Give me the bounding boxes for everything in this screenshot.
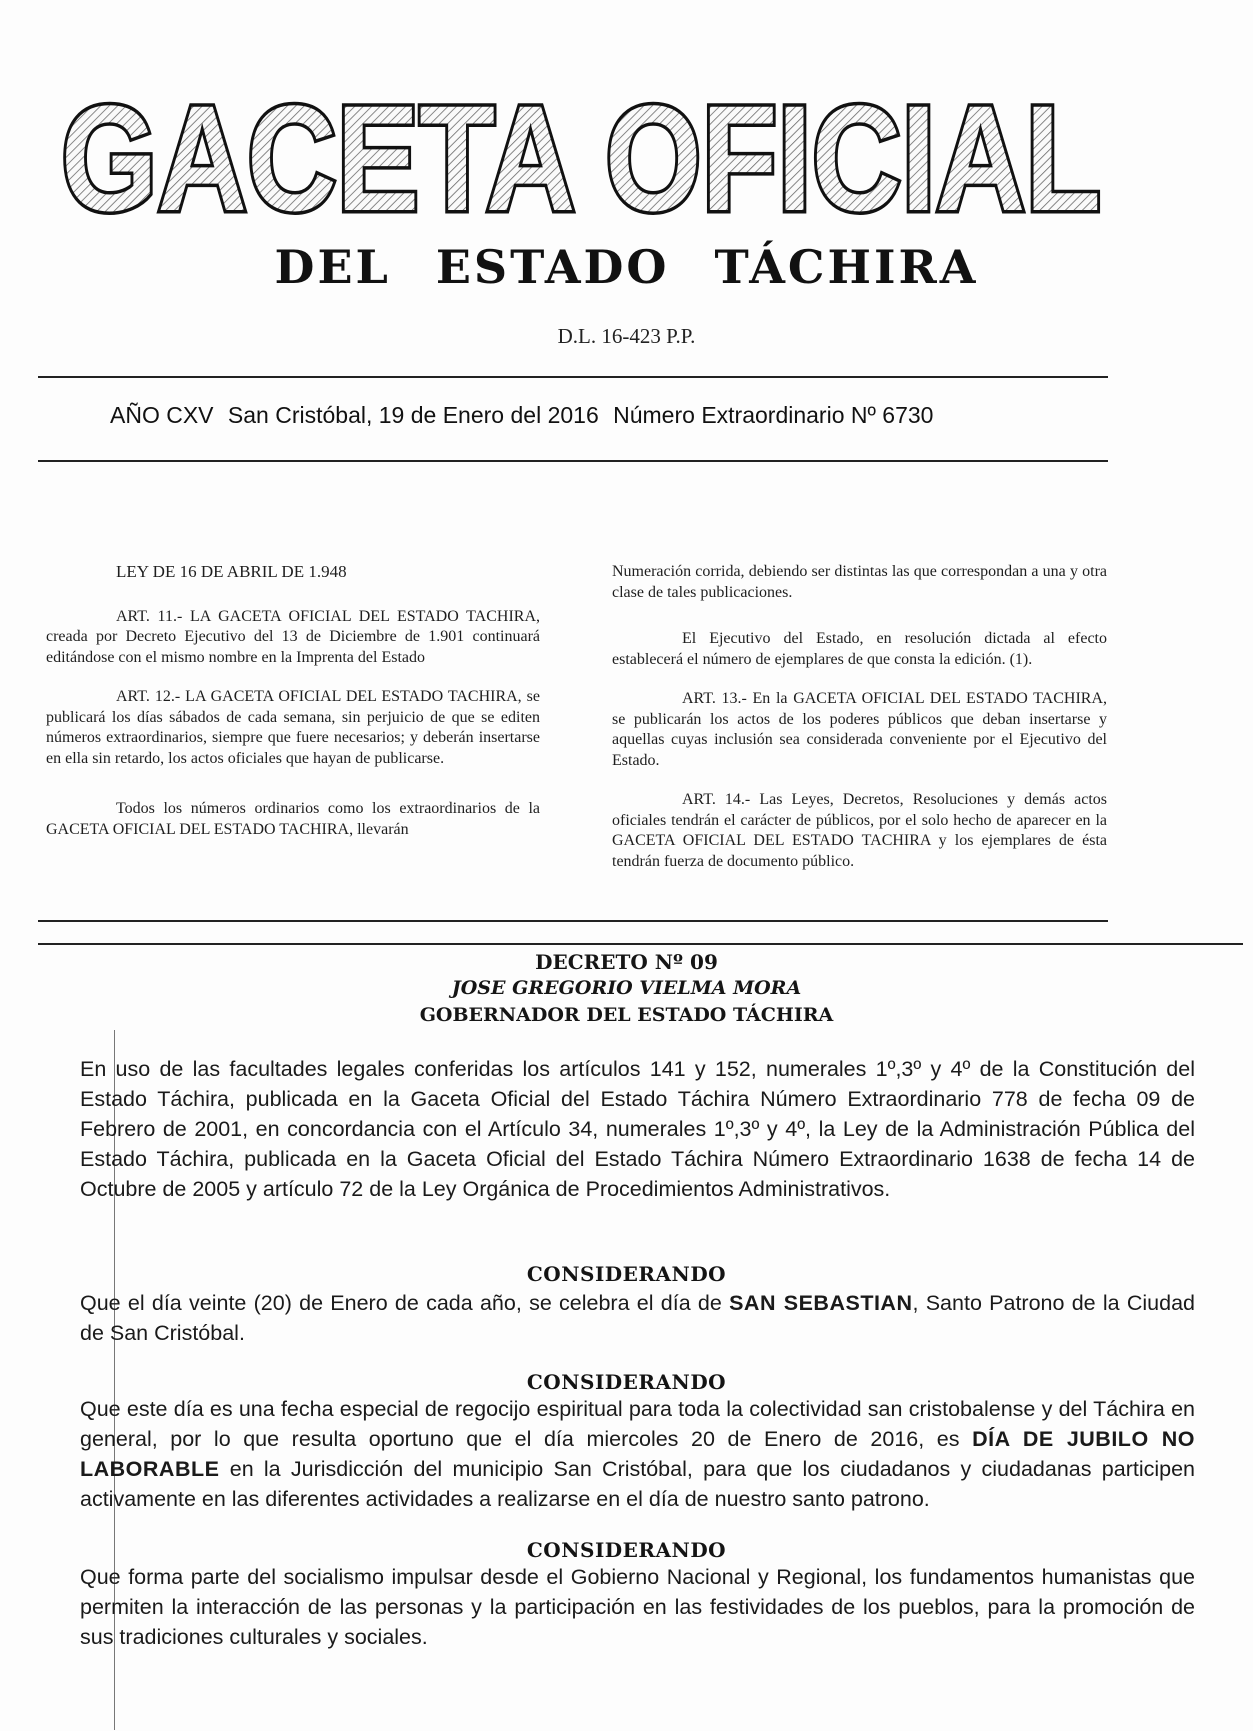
divider xyxy=(38,376,1108,378)
considerando-heading: CONSIDERANDO xyxy=(526,1538,727,1562)
divider xyxy=(38,943,1243,945)
masthead-title: GACETA OFICIAL xyxy=(61,74,1101,242)
law-right-column xyxy=(612,562,1107,891)
legal-deposit: D.L. 16-423 P.P. xyxy=(557,324,696,348)
law-left-column xyxy=(46,562,540,859)
law-article: ART. 14.- Las Leyes, Decretos, Resoluciones y demás actos oficiales tendrán el carácter de públicos, por el solo hecho de aparecer en la GACETA OFICIAL DEL ESTADO TACHIRA y los ejemplares de ésta tendrán fuerza de documento público. xyxy=(612,791,1107,870)
decree-governor-name: JOSE GREGORIO VIELMA MORA xyxy=(451,977,802,999)
considerando-paragraph: Que el día veinte (20) de Enero de cada año, se celebra el día de SAN SEBASTIAN, Santo Patrono de la Ciudad de San Cristóbal. xyxy=(80,1291,1195,1345)
law-title: LEY DE 16 DE ABRIL DE 1.948 xyxy=(116,562,347,581)
decree-number: DECRETO Nº 09 xyxy=(535,950,718,974)
law-article: El Ejecutivo del Estado, en resolución dictada al efecto establecerá el número de ejemplares de que consta la edición. (1). xyxy=(612,630,1107,668)
decree-preamble: En uso de las facultades legales conferidas los artículos 141 y 152, numerales 1º,3º y 4º de la Constitución del Estado Táchira, publicada en la Gaceta Oficial del Estado Táchira Número Extraordinario 778 de fecha 09 de Febrero de 2001, en concordancia con el Artículo 34, numerales 1º,3º y 4º, la Ley de la Administración Pública del Estado Táchira, publicada en la Gaceta Oficial del Estado Táchira Número Extraordinario 1638 de fecha 14 de Octubre de 2005 y artículo 72 de la Ley Orgánica de Procedimientos Administrativos. xyxy=(80,1057,1195,1201)
issue-year: AÑO CXV xyxy=(110,402,214,428)
law-article: Todos los números ordinarios como los extraordinarios de la GACETA OFICIAL DEL ESTADO TACHIRA, llevarán xyxy=(46,800,540,838)
holiday-declaration: DÍA DE JUBILO NO LABORABLE xyxy=(80,1427,1195,1481)
divider xyxy=(38,920,1108,922)
considerando-heading: CONSIDERANDO xyxy=(526,1370,727,1394)
issue-number: Número Extraordinario Nº 6730 xyxy=(613,402,934,428)
issue-line xyxy=(110,402,941,429)
saint-name: SAN SEBASTIAN xyxy=(729,1291,913,1315)
law-article: ART. 12.- LA GACETA OFICIAL DEL ESTADO TACHIRA, se publicará los días sábados de cada semana, sin perjuicio de que se editen números extraordinarios, siempre que fuere necesarios; y deberán insertarse en ella sin retardo, los actos oficiales que hayan de publicarse. xyxy=(46,688,540,767)
law-article: ART. 13.- En la GACETA OFICIAL DEL ESTADO TACHIRA, se publicarán los actos de los poderes públicos que deban insertarse y aquellas cuyas inclusión sea considerada conveniente por el Ejecutivo del Estado. xyxy=(612,690,1107,769)
law-article: ART. 11.- LA GACETA OFICIAL DEL ESTADO TACHIRA, creada por Decreto Ejecutivo del 13 de Diciembre de 1.901 continuará editándose con el mismo nombre en la Imprenta del Estado xyxy=(46,607,540,666)
decree-governor-title: GOBERNADOR DEL ESTADO TÁCHIRA xyxy=(419,1004,834,1026)
considerando-paragraph: Que forma parte del socialismo impulsar desde el Gobierno Nacional y Regional, los fundamentos humanistas que permiten la interacción de las personas y la participación en las festividades de los pueblos, para la promoción de sus tradiciones culturales y sociales. xyxy=(80,1565,1195,1649)
issue-place-date: San Cristóbal, 19 de Enero del 2016 xyxy=(227,402,599,428)
law-article: Numeración corrida, debiendo ser distintas las que correspondan a una y otra clase de tales publicaciones. xyxy=(612,563,1107,601)
considerando-heading: CONSIDERANDO xyxy=(526,1262,727,1286)
masthead-subtitle: DEL ESTADO TÁCHIRA xyxy=(274,240,979,294)
gazette-masthead-logo xyxy=(56,74,1106,242)
considerando-paragraph: Que este día es una fecha especial de regocijo espiritual para toda la colectividad san cristobalense y del Táchira en general, por lo que resulta oportuno que el día miercoles 20 de Enero de 2016, es DÍA DE JUBILO NO LABORABLE en la Jurisdicción del municipio San Cristóbal, para que los ciudadanos y ciudadanas participen activamente en las diferentes actividades a realizarse en el día de nuestro santo patrono. xyxy=(80,1397,1195,1511)
divider xyxy=(38,460,1108,462)
